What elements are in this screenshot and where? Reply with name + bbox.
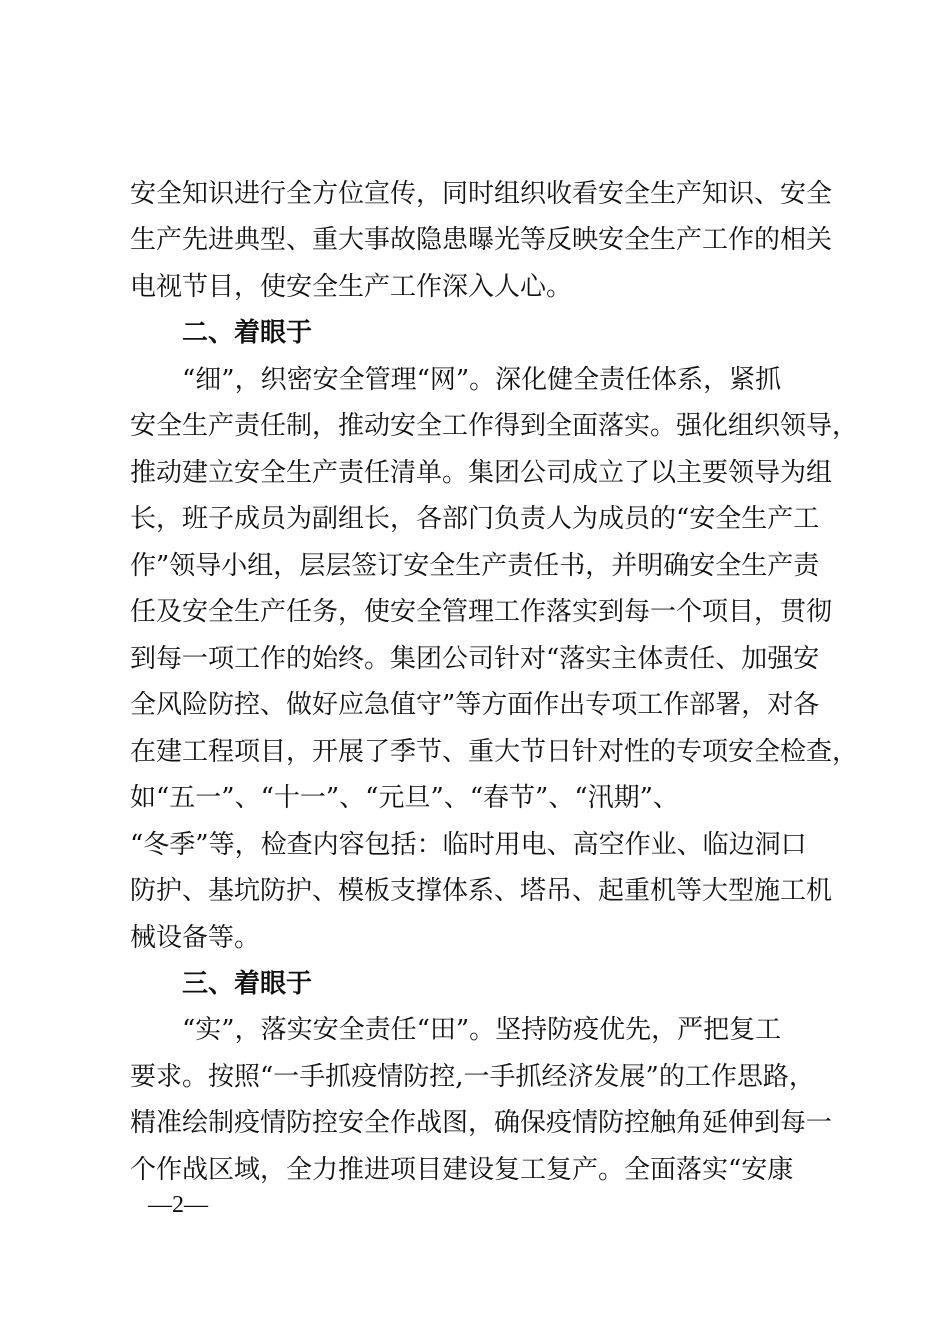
- section-heading: 三、着眼于: [182, 969, 313, 999]
- body-text-line: 个作战区域，全力推进项目建设复工复产。全面落实“安康: [130, 1155, 794, 1185]
- body-text-line: 精准绘制疫情防控安全作战图，确保疫情防控触角延伸到每一: [130, 1108, 833, 1138]
- body-text-line: 推动建立安全生产责任清单。集团公司成立了以主要领导为组: [130, 458, 833, 488]
- body-text-line: 电视节目，使安全生产工作深入人心。: [130, 272, 573, 302]
- body-text-line: 生产先进典型、重大事故隐患曝光等反映安全生产工作的相关: [130, 225, 833, 255]
- body-text-line: 安全知识进行全方位宣传，同时组织收看安全生产知识、安全: [130, 179, 833, 209]
- body-text-line: 如“五一”、“十一”、“元旦”、“春节”、“汛期”、: [130, 783, 679, 813]
- body-text-line: 安全生产责任制，推动安全工作得到全面落实。强化组织领导，: [130, 411, 859, 441]
- body-text-line: 作”领导小组，层层签订安全生产责任书，并明确安全生产责: [130, 551, 820, 581]
- body-text-line: 在建工程项目，开展了季节、重大节日针对性的专项安全检查，: [130, 737, 859, 767]
- body-text-line: “细”，织密安全管理“网”。深化健全责任体系，紧抓: [182, 365, 782, 395]
- body-text-line: 到每一项工作的始终。集团公司针对“落实主体责任、加强安: [130, 644, 820, 674]
- body-text-line: “冬季”等，检查内容包括：临时用电、高空作业、临边洞口: [130, 830, 807, 860]
- body-text-line: 械设备等。: [130, 923, 261, 953]
- body-text-line: 任及安全生产任务，使安全管理工作落实到每一个项目，贯彻: [130, 597, 833, 627]
- body-text-line: 全风险防控、做好应急值守”等方面作出专项工作部署，对各: [130, 690, 820, 720]
- body-text-line: 防护、基坑防护、模板支撑体系、塔吊、起重机等大型施工机: [130, 876, 833, 906]
- body-text-line: “实”，落实安全责任“田”。坚持防疫优先，严把复工: [182, 1015, 782, 1045]
- section-heading: 二、着眼于: [182, 318, 313, 348]
- page-number: —2—: [148, 1192, 208, 1218]
- body-text-line: 长，班子成员为副组长，各部门负责人为成员的“安全生产工: [130, 504, 820, 534]
- body-text-line: 要求。按照“一手抓疫情防控,一手抓经济发展”的工作思路，: [130, 1062, 815, 1092]
